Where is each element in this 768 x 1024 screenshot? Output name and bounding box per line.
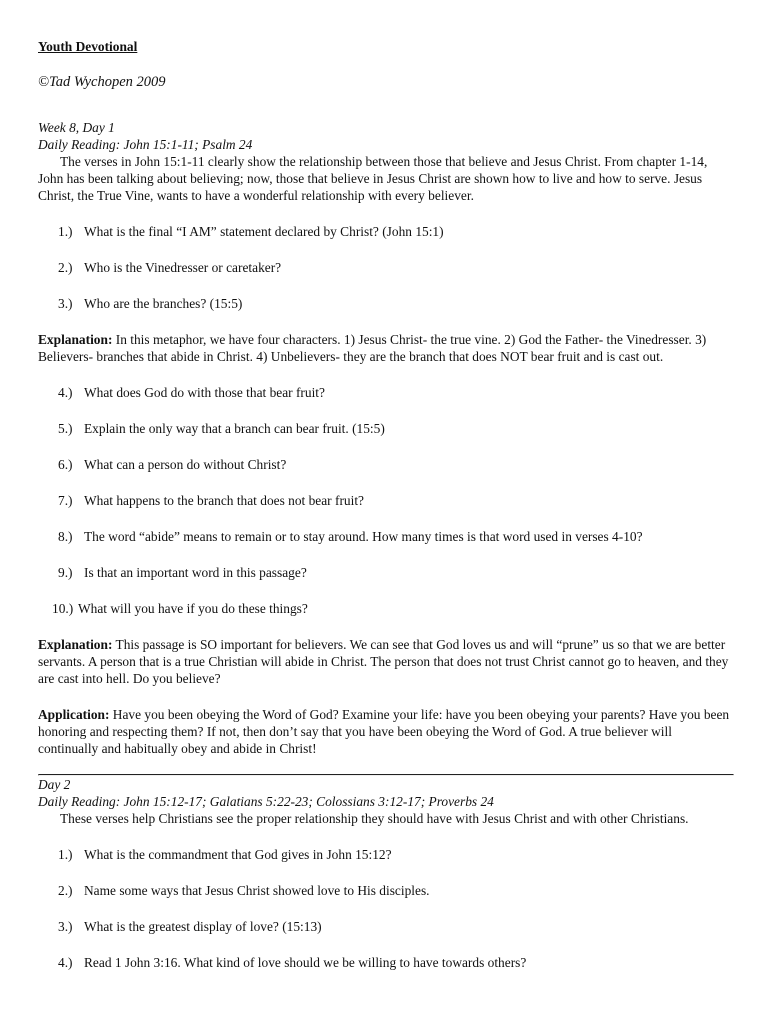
question-number: 6.) <box>58 457 73 472</box>
application-label: Application: <box>38 707 110 722</box>
question-text: Who are the branches? (15:5) <box>84 296 243 311</box>
question-number: 8.) <box>58 529 73 544</box>
question-text: What is the commandment that God gives in John 15:12? <box>84 847 392 862</box>
question-item <box>38 492 732 509</box>
question-number: 9.) <box>58 565 73 580</box>
question-item <box>38 918 732 935</box>
question-number: 3.) <box>58 296 73 311</box>
question-item <box>38 882 732 899</box>
question-number: 4.) <box>58 385 73 400</box>
daily-reading: Daily Reading: John 15:1-11; Psalm 24 <box>38 137 253 152</box>
question-text: The word “abide” means to remain or to stay around. How many times is that word used in verses 4-10? <box>84 529 643 544</box>
day2-heading: Day 2 <box>38 777 71 792</box>
application-paragraph <box>38 706 732 757</box>
question-item <box>38 223 732 240</box>
question-text: What is the final “I AM” statement declared by Christ? (John 15:1) <box>84 224 444 239</box>
question-number: 2.) <box>58 260 73 275</box>
question-number: 2.) <box>58 883 73 898</box>
question-item <box>38 384 732 401</box>
week-day-heading: Week 8, Day 1 <box>38 120 115 135</box>
question-text: What is the greatest display of love? (15:13) <box>84 919 322 934</box>
question-text: Who is the Vinedresser or caretaker? <box>84 260 282 275</box>
question-number: 5.) <box>58 421 73 436</box>
document-title: Youth Devotional <box>38 39 138 54</box>
question-item <box>38 528 732 545</box>
day2-intro: These verses help Christians see the proper relationship they should have with Jesus Christ and with other Christians. <box>60 811 689 826</box>
question-item <box>38 846 732 863</box>
explanation-paragraph <box>38 636 732 687</box>
question-item <box>38 259 732 276</box>
question-number: 1.) <box>58 847 73 862</box>
question-item <box>38 954 732 971</box>
question-text: Is that an important word in this passage? <box>84 565 307 580</box>
question-number: 10.) <box>52 601 74 616</box>
day1-intro: The verses in John 15:1-11 clearly show the relationship between those that believe and Jesus Christ. From chapter 1-14, John has been talking about believing; now, those that believe in Jesus Christ are shown how to live and how to serve. Jesus Christ, the True Vine, wants to have a wonderful relationship with every believer. <box>38 154 708 203</box>
question-number: 1.) <box>58 224 73 239</box>
question-text: What can a person do without Christ? <box>84 457 287 472</box>
explanation-label: Explanation: <box>38 637 113 652</box>
explanation-text: In this metaphor, we have four characters. 1) Jesus Christ- the true vine. 2) God the Father- the Vinedresser. 3) Believers- branches that abide in Christ. 4) Unbelievers- they are the branch that does NOT bear fruit and is cast out. <box>38 332 707 364</box>
daily-reading: Daily Reading: John 15:12-17; Galatians 5:22-23; Colossians 3:12-17; Proverbs 24 <box>38 794 494 809</box>
explanation-text: This passage is SO important for believers. We can see that God loves us and will “prune” us so that we are better servants. A person that is a true Christian will abide in Christ. The person that does not trust Christ cannot go to heaven, and they are cast into hell. Do you believe? <box>38 637 729 686</box>
question-text: Name some ways that Jesus Christ showed love to His disciples. <box>84 883 430 898</box>
question-item <box>38 295 732 312</box>
question-item <box>38 600 732 617</box>
question-number: 3.) <box>58 919 73 934</box>
explanation-paragraph <box>38 331 732 365</box>
question-text: Explain the only way that a branch can bear fruit. (15:5) <box>84 421 385 436</box>
day1-header <box>38 119 732 153</box>
question-text: What will you have if you do these things? <box>78 601 308 616</box>
document-page <box>38 38 732 971</box>
copyright-line: ©Tad Wychopen 2009 <box>38 74 166 90</box>
application-text: Have you been obeying the Word of God? Examine your life: have you been obeying your parents? Have you been honoring and respecting them? If not, then don’t say that you have been obeying the Word of God. A true believer will continually and habitually obey and abide in Christ! <box>38 707 730 756</box>
question-number: 4.) <box>58 955 73 970</box>
question-item <box>38 456 732 473</box>
question-text: What happens to the branch that does not bear fruit? <box>84 493 364 508</box>
explanation-label: Explanation: <box>38 332 113 347</box>
question-item <box>38 420 732 437</box>
question-number: 7.) <box>58 493 73 508</box>
question-text: Read 1 John 3:16. What kind of love should we be willing to have towards others? <box>84 955 527 970</box>
question-text: What does God do with those that bear fruit? <box>84 385 325 400</box>
question-item <box>38 564 732 581</box>
